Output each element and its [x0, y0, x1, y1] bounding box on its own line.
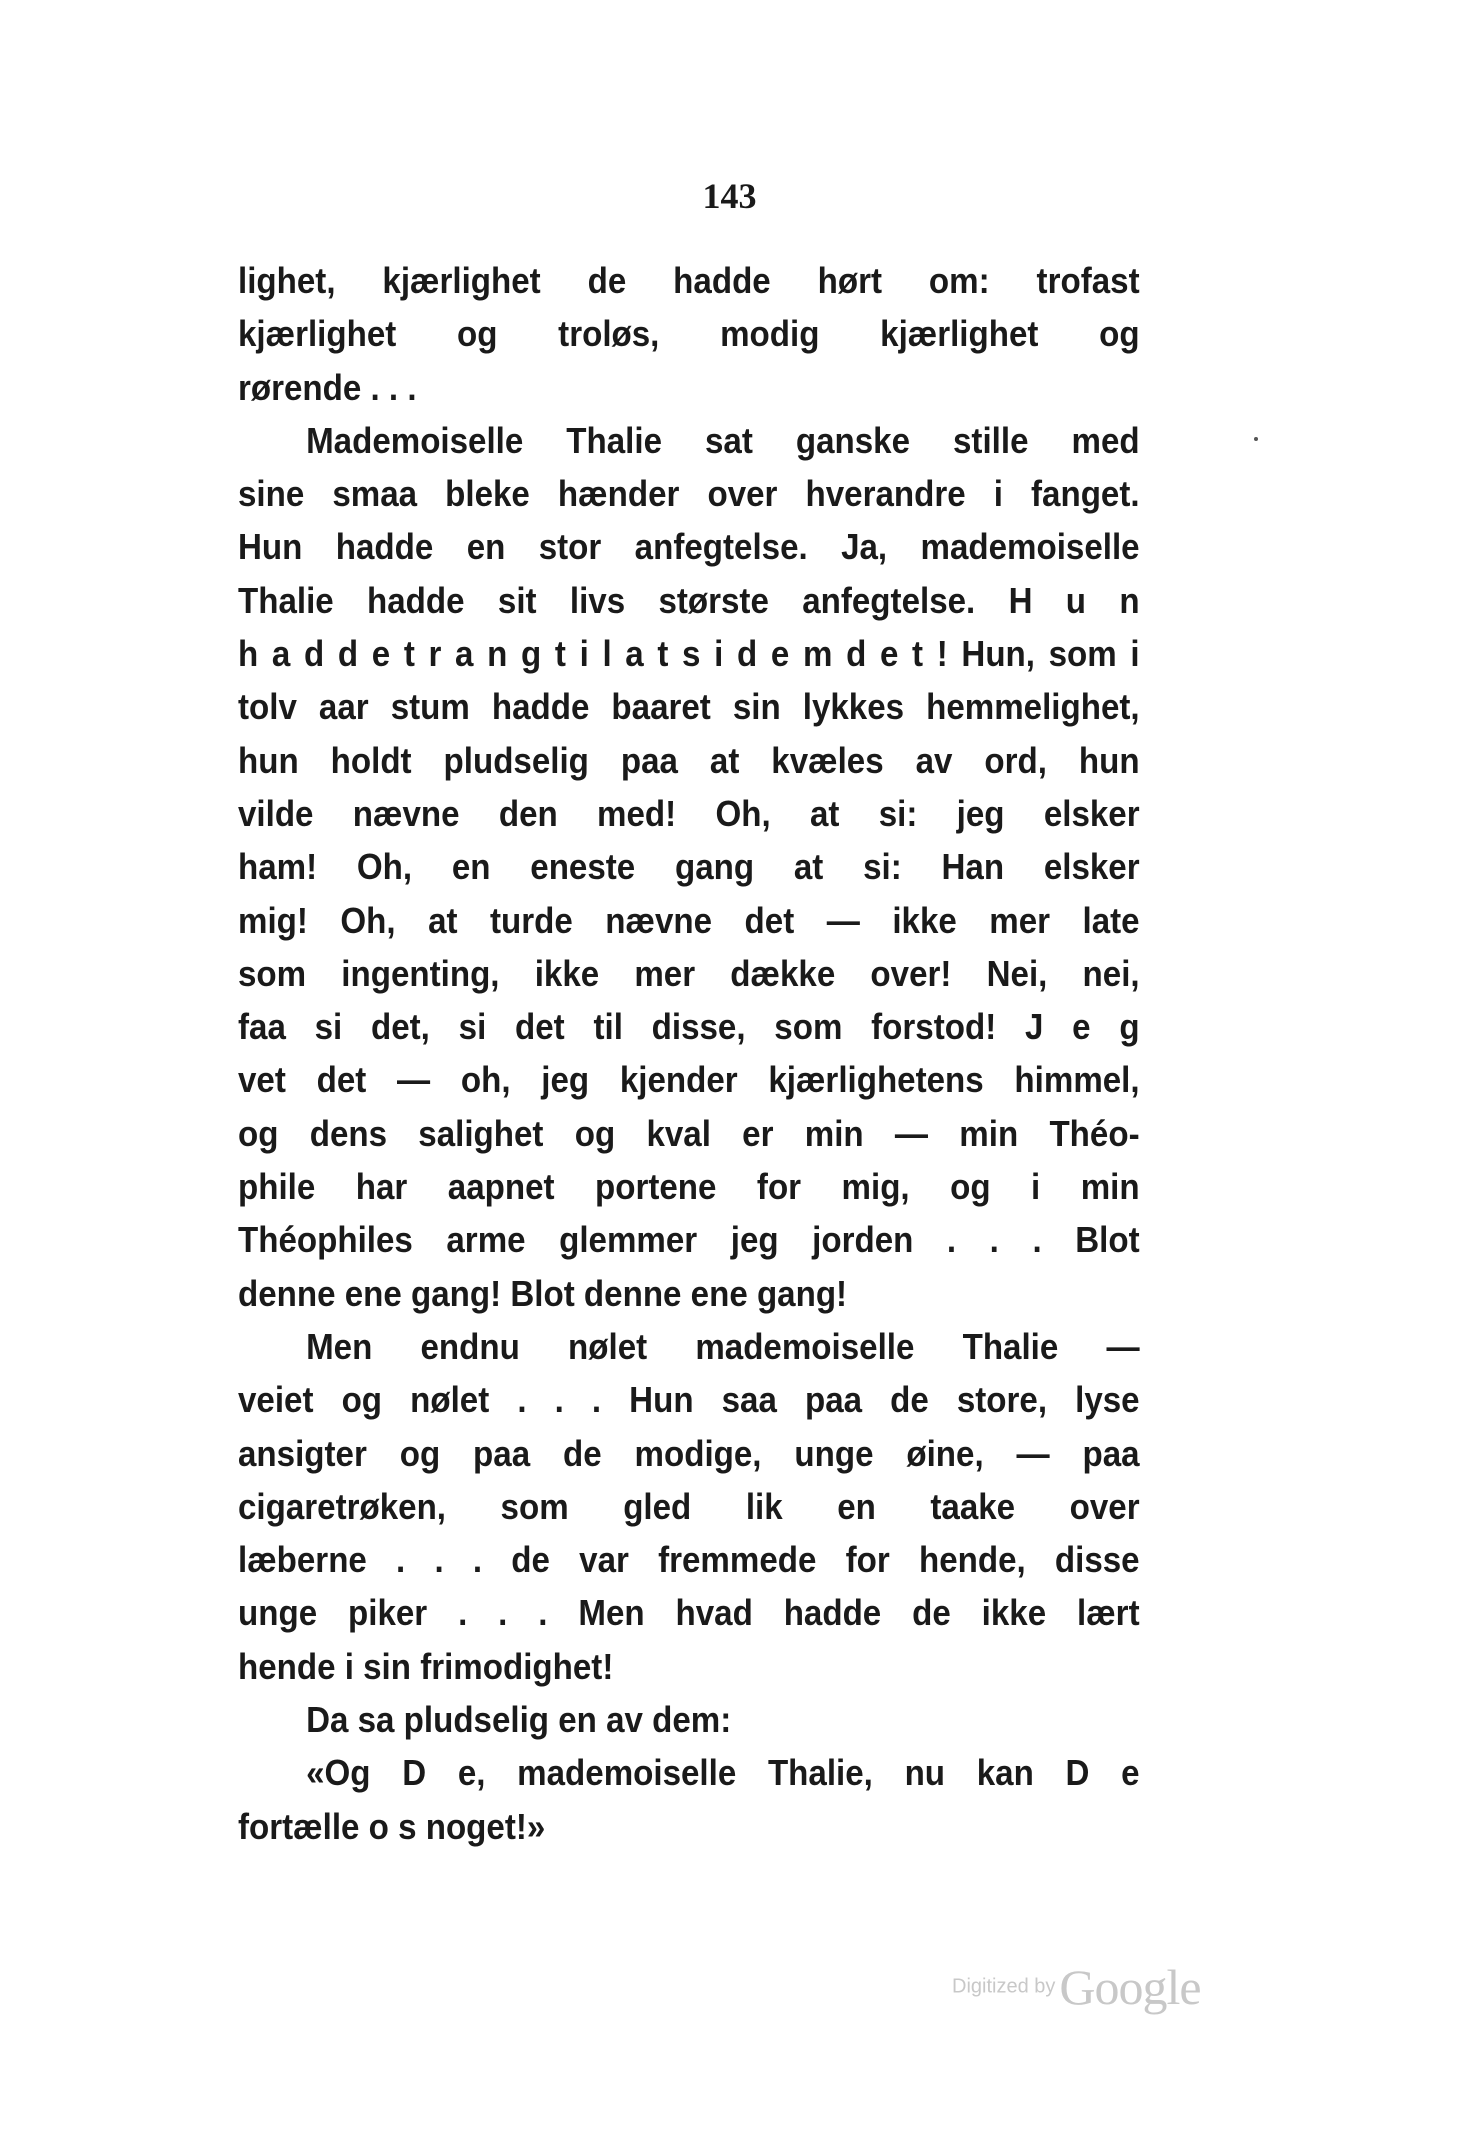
watermark-prefix: Digitized by — [952, 1975, 1056, 1998]
text-line: tolv aar stum hadde baaret sin lykkes hemmelighet, — [238, 686, 1140, 728]
text-line: phile har aapnet portene for mig, og i min — [238, 1166, 1140, 1208]
ink-speck — [1254, 437, 1258, 441]
text-line: cigaretrøken, som gled lik en taake over — [238, 1485, 1140, 1527]
body-text — [238, 254, 1140, 1853]
text-line: hende i sin frimodighet! — [238, 1645, 614, 1687]
text-line: denne ene gang! Blot denne ene gang! — [238, 1272, 848, 1314]
text-line: ansigter og paa de modige, unge øine, — paa — [238, 1432, 1140, 1474]
text-line: unge piker . . . Men hvad hadde de ikke lært — [238, 1592, 1140, 1634]
text-line: h a d d e t r a n g t i l a t s i d e m d e t ! Hun, som i — [238, 633, 1140, 675]
text-line: mig! Oh, at turde nævne det — ikke mer late — [238, 899, 1140, 941]
google-logo: Google — [1059, 1959, 1201, 2015]
text-line: sine smaa bleke hænder over hverandre i fanget. — [238, 473, 1140, 515]
text-line: Théophiles arme glemmer jeg jorden . . . Blot — [238, 1219, 1140, 1261]
text-line: faa si det, si det til disse, som forstod! J e g — [238, 1006, 1140, 1048]
text-line: vilde nævne den med! Oh, at si: jeg elsker — [238, 792, 1140, 834]
text-line: som ingenting, ikke mer dække over! Nei, nei, — [238, 952, 1140, 994]
watermark — [952, 1958, 1252, 2018]
text-line: og dens salighet og kval er min — min Théo- — [238, 1112, 1140, 1154]
text-line: veiet og nølet . . . Hun saa paa de store, lyse — [238, 1379, 1140, 1421]
text-line: vet det — oh, jeg kjender kjærlighetens himmel, — [238, 1059, 1140, 1101]
text-line: læberne . . . de var fremmede for hende, disse — [238, 1539, 1140, 1581]
text-line: Mademoiselle Thalie sat ganske stille med — [306, 419, 1140, 461]
text-line: ham! Oh, en eneste gang at si: Han elsker — [238, 846, 1140, 888]
text-line: «Og D e, mademoiselle Thalie, nu kan D e — [306, 1752, 1140, 1794]
text-line: Thalie hadde sit livs største anfegtelse. H u n — [238, 579, 1140, 621]
text-line: Hun hadde en stor anfegtelse. Ja, mademoiselle — [238, 526, 1140, 568]
text-line: fortælle o s noget!» — [238, 1805, 546, 1847]
text-line: kjærlighet og troløs, modig kjærlighet og — [238, 313, 1140, 355]
text-line: Da sa pludselig en av dem: — [306, 1699, 732, 1741]
text-line: lighet, kjærlighet de hadde hørt om: trofast — [238, 260, 1140, 301]
text-line: rørende . . . — [238, 366, 417, 408]
text-line: hun holdt pludselig paa at kvæles av ord, hun — [238, 739, 1140, 781]
page-number: 143 — [702, 176, 757, 216]
text-line: Men endnu nølet mademoiselle Thalie — — [306, 1325, 1140, 1367]
